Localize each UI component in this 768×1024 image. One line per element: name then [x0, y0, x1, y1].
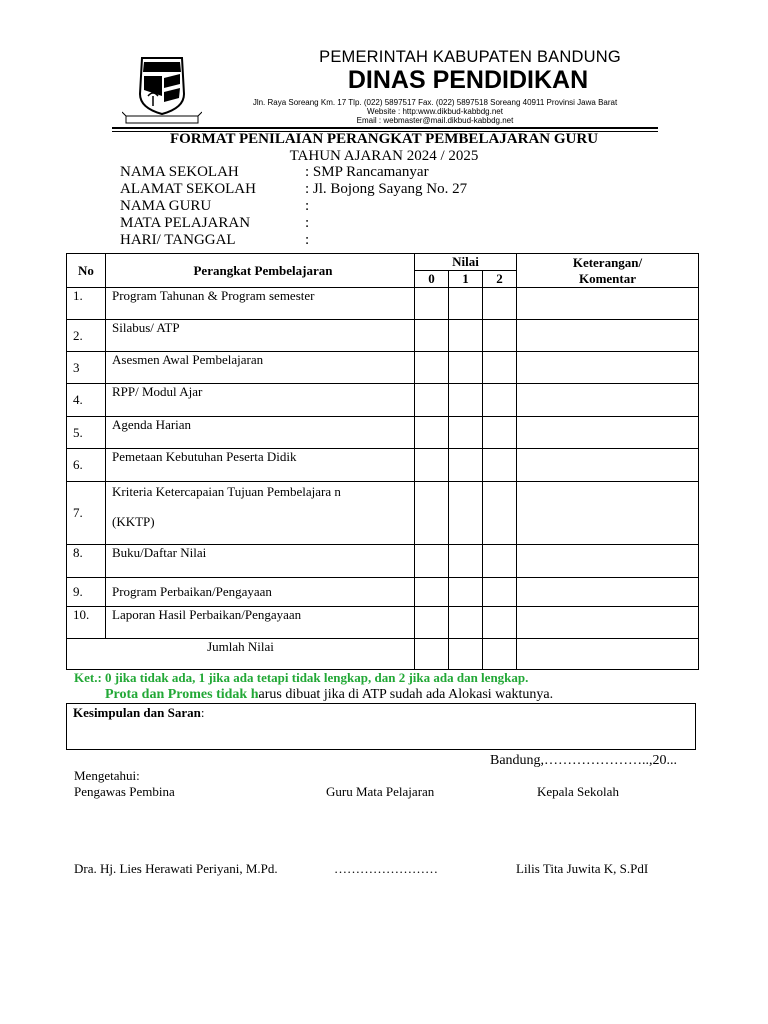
table-row — [67, 449, 699, 482]
score-cell-2[interactable] — [483, 545, 517, 578]
acknowledge-label: Mengetahui: — [74, 768, 140, 783]
score-cell-1[interactable] — [449, 607, 483, 639]
letterhead-government: PEMERINTAH KABUPATEN BANDUNG — [319, 48, 621, 66]
score-cell-1[interactable] — [449, 320, 483, 352]
row-number: 6. — [67, 449, 106, 482]
row-item: Silabus/ ATP — [106, 320, 415, 352]
letterhead-website: Website : http:www.dikbud-kabbdg.net — [367, 107, 503, 116]
header-score-0: 0 — [415, 271, 449, 288]
row-item: RPP/ Modul Ajar — [106, 384, 415, 417]
row-number: 9. — [67, 578, 106, 607]
table-row — [67, 482, 699, 545]
scoring-note: Ket.: 0 jika tidak ada, 1 jika ada tetapi tidak lengkap, dan 2 jika ada dan lengkap. — [74, 670, 529, 685]
identity-row-school-address — [120, 181, 467, 198]
score-cell-0[interactable] — [415, 288, 449, 320]
row-item — [106, 482, 415, 545]
comment-cell[interactable] — [517, 320, 699, 352]
score-cell-0[interactable] — [415, 320, 449, 352]
letterhead — [118, 42, 658, 132]
academic-year: TAHUN AJARAN 2024 / 2025 — [289, 148, 479, 164]
header-keterangan-line2: Komentar — [578, 270, 637, 286]
comment-cell[interactable] — [517, 417, 699, 449]
score-cell-2[interactable] — [483, 384, 517, 417]
table-row — [67, 607, 699, 639]
row-number: 1. — [67, 288, 106, 320]
comment-cell[interactable] — [517, 607, 699, 639]
row-item-line2: (KKTP) — [112, 514, 155, 529]
score-cell-1[interactable] — [449, 545, 483, 578]
header-item: Perangkat Pembelajaran — [106, 254, 415, 288]
score-cell-1[interactable] — [449, 384, 483, 417]
identity-row-date — [120, 232, 309, 249]
identity-label: MATA PELAJARAN — [120, 215, 251, 231]
score-cell-0[interactable] — [415, 449, 449, 482]
score-cell-0[interactable] — [415, 607, 449, 639]
total-score-1[interactable] — [449, 639, 483, 670]
principal-title: Kepala Sekolah — [537, 784, 619, 799]
letterhead-address: Jln. Raya Soreang Km. 17 Tlp. (022) 5897517 Fax. (022) 5897518 Soreang 40911 Provinsi Jawa Barat — [252, 98, 618, 107]
row-number: 8. — [67, 545, 106, 578]
header-keterangan-line1: Keterangan/ — [572, 254, 643, 270]
score-cell-2[interactable] — [483, 320, 517, 352]
row-item: Asesmen Awal Pembelajaran — [106, 352, 415, 384]
comment-cell[interactable] — [517, 578, 699, 607]
score-cell-2[interactable] — [483, 578, 517, 607]
header-score-2: 2 — [483, 271, 517, 288]
score-cell-1[interactable] — [449, 449, 483, 482]
score-cell-2[interactable] — [483, 352, 517, 384]
score-cell-0[interactable] — [415, 352, 449, 384]
header-nilai: Nilai — [415, 254, 517, 271]
supervisor-name: Dra. Hj. Lies Herawati Periyani, M.Pd. — [74, 861, 278, 876]
header-keterangan — [517, 254, 699, 288]
row-item: Buku/Daftar Nilai — [106, 545, 415, 578]
regency-crest-logo — [122, 50, 202, 126]
letterhead-email: Email : webmaster@mail.dikbud-kabbdg.net — [356, 116, 514, 125]
row-item: Program Tahunan & Program semester — [106, 288, 415, 320]
total-comment[interactable] — [517, 639, 699, 670]
comment-cell[interactable] — [517, 449, 699, 482]
table-row-total — [67, 639, 699, 670]
total-score-0[interactable] — [415, 639, 449, 670]
comment-cell[interactable] — [517, 482, 699, 545]
total-label: Jumlah Nilai — [67, 639, 415, 670]
place-date: Bandung,…………………..,20... — [490, 753, 678, 768]
row-number: 3 — [67, 352, 106, 384]
identity-row-subject — [120, 215, 309, 232]
supervisor-title: Pengawas Pembina — [74, 784, 175, 799]
table-row — [67, 384, 699, 417]
table-row — [67, 578, 699, 607]
table-row — [67, 320, 699, 352]
teacher-name-placeholder: …………………… — [334, 861, 438, 876]
score-cell-0[interactable] — [415, 384, 449, 417]
comment-cell[interactable] — [517, 384, 699, 417]
letterhead-rule-thick — [112, 127, 658, 129]
row-number: 4. — [67, 384, 106, 417]
prota-note-rest: arus dibuat jika di ATP sudah ada Alokasi waktunya. — [258, 687, 554, 702]
table-row — [67, 417, 699, 449]
identity-value: : SMP Rancamanyar — [305, 164, 429, 180]
score-cell-1[interactable] — [449, 288, 483, 320]
score-cell-2[interactable] — [483, 449, 517, 482]
score-cell-1[interactable] — [449, 482, 483, 545]
comment-cell[interactable] — [517, 352, 699, 384]
score-cell-1[interactable] — [449, 352, 483, 384]
row-number: 2. — [67, 320, 106, 352]
prota-note-highlight: Prota dan Promes tidak h — [105, 687, 259, 702]
score-cell-2[interactable] — [483, 482, 517, 545]
identity-value: : — [305, 215, 310, 231]
conclusion-box[interactable] — [66, 703, 696, 750]
score-cell-2[interactable] — [483, 417, 517, 449]
identity-row-teacher-name — [120, 198, 309, 215]
score-cell-0[interactable] — [415, 545, 449, 578]
score-cell-1[interactable] — [449, 417, 483, 449]
row-item: Laporan Hasil Perbaikan/Pengayaan — [106, 607, 415, 639]
identity-label: HARI/ TANGGAL — [120, 232, 236, 248]
table-row — [67, 288, 699, 320]
header-no: No — [67, 254, 106, 288]
row-item: Agenda Harian — [106, 417, 415, 449]
identity-value: : Jl. Bojong Sayang No. 27 — [305, 181, 468, 197]
total-score-2[interactable] — [483, 639, 517, 670]
header-score-1: 1 — [449, 271, 483, 288]
principal-name: Lilis Tita Juwita K, S.PdI — [516, 861, 649, 876]
identity-value: : — [305, 198, 310, 214]
table-row — [67, 352, 699, 384]
identity-label: NAMA GURU — [120, 198, 212, 214]
row-item: Program Perbaikan/Pengayaan — [106, 578, 415, 607]
identity-value: : — [305, 232, 310, 248]
comment-cell[interactable] — [517, 545, 699, 578]
score-cell-0[interactable] — [415, 417, 449, 449]
row-number: 7. — [67, 482, 106, 545]
row-number: 5. — [67, 417, 106, 449]
table-row — [67, 545, 699, 578]
identity-label: NAMA SEKOLAH — [120, 164, 239, 180]
assessment-table — [66, 253, 699, 670]
identity-label: ALAMAT SEKOLAH — [120, 181, 256, 197]
score-cell-2[interactable] — [483, 607, 517, 639]
score-cell-2[interactable] — [483, 288, 517, 320]
row-item: Pemetaan Kebutuhan Peserta Didik — [106, 449, 415, 482]
score-cell-1[interactable] — [449, 578, 483, 607]
identity-row-school-name — [120, 164, 429, 181]
conclusion-label: Kesimpulan dan Saran — [73, 705, 201, 720]
score-cell-0[interactable] — [415, 482, 449, 545]
comment-cell[interactable] — [517, 288, 699, 320]
row-number: 10. — [67, 607, 106, 639]
score-cell-0[interactable] — [415, 578, 449, 607]
letterhead-agency: DINAS PENDIDIKAN — [347, 66, 589, 94]
prota-note — [105, 687, 553, 703]
document-title: FORMAT PENILAIAN PERANGKAT PEMBELAJARAN GURU — [169, 131, 599, 147]
conclusion-colon: : — [200, 705, 205, 720]
row-item-line1: Kriteria Ketercapaian Tujuan Pembelajara n — [112, 484, 341, 499]
teacher-title: Guru Mata Pelajaran — [326, 784, 435, 799]
